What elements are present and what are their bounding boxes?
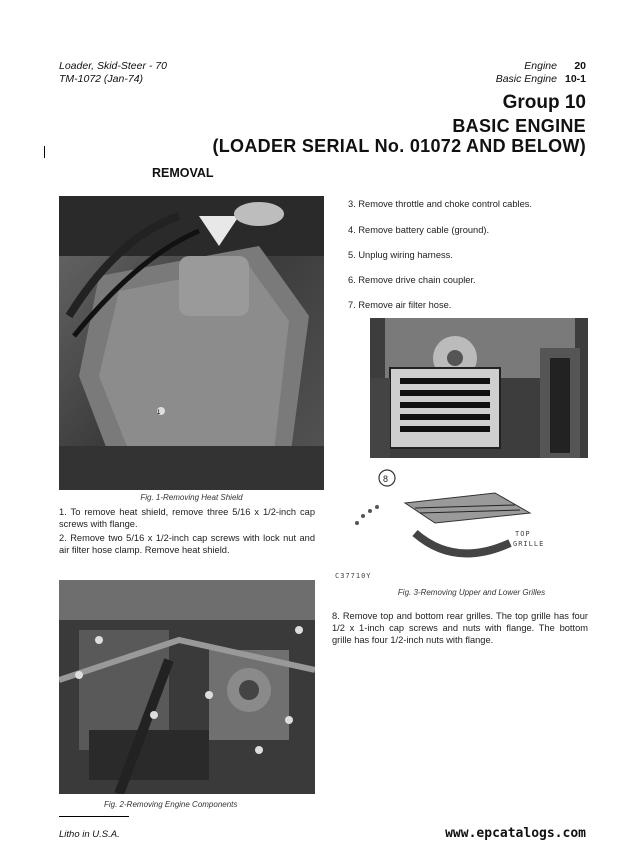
footer-website-link[interactable]: www.epcatalogs.com — [445, 826, 586, 841]
step-3-text: 3. Remove throttle and choke control cables. — [348, 199, 532, 209]
figure-1-photo — [59, 196, 324, 490]
step-8-text: 8. Remove top and bottom rear grilles. The top grille has four 1/2 x 1-inch cap screws and nuts with flange. The bottom grille has four 1/2-inch nuts with flange. — [332, 611, 588, 645]
footer-rule — [59, 816, 129, 817]
step-1-text: 1. To remove heat shield, remove three 5/16 x 1/2-inch cap screws with flange. — [59, 507, 315, 529]
footer-print-note: Litho in U.S.A. — [59, 829, 120, 840]
step-4-text: 4. Remove battery cable (ground). — [348, 225, 490, 235]
header-section-label: Engine — [524, 60, 557, 72]
figure-3-top-label: TOP — [515, 530, 531, 538]
group-title: Group 10 — [502, 92, 586, 113]
header-subsection-number: 10-1 — [564, 73, 586, 85]
figure-3-caption: Fig. 3-Removing Upper and Lower Grilles — [397, 588, 546, 597]
header-page-number: 20 — [574, 60, 586, 72]
header-subsection-label: Basic Engine — [495, 73, 557, 85]
figure-2-photo — [59, 580, 315, 794]
figure-1-callout-label: 1 — [157, 410, 161, 416]
header-manual-title: Loader, Skid-Steer - 70 — [59, 60, 167, 72]
page-title: BASIC ENGINE — [452, 116, 586, 136]
step-2-text: 2. Remove two 5/16 x 1/2-inch cap screws with lock nut and air filter hose clamp. Remove heat shield. — [59, 533, 315, 555]
figure-3-photo — [335, 318, 588, 583]
step-5-text: 5. Unplug wiring harness. — [348, 250, 453, 260]
section-heading: REMOVAL — [152, 166, 214, 180]
figure-3-photo-code: C37710Y — [335, 572, 372, 580]
margin-mark — [44, 146, 45, 158]
figure-1-caption: Fig. 1-Removing Heat Shield — [140, 493, 243, 502]
header-tm-number: TM-1072 (Jan-74) — [59, 73, 144, 85]
step-7-text: 7. Remove air filter hose. — [348, 300, 452, 310]
page-subtitle: (LOADER SERIAL No. 01072 AND BELOW) — [212, 136, 586, 156]
step-6-text: 6. Remove drive chain coupler. — [348, 275, 476, 285]
figure-3-callout: 8 — [383, 474, 389, 484]
figure-2-caption: Fig. 2-Removing Engine Components — [104, 800, 238, 809]
figure-3-grille-label: GRILLE — [513, 540, 545, 548]
